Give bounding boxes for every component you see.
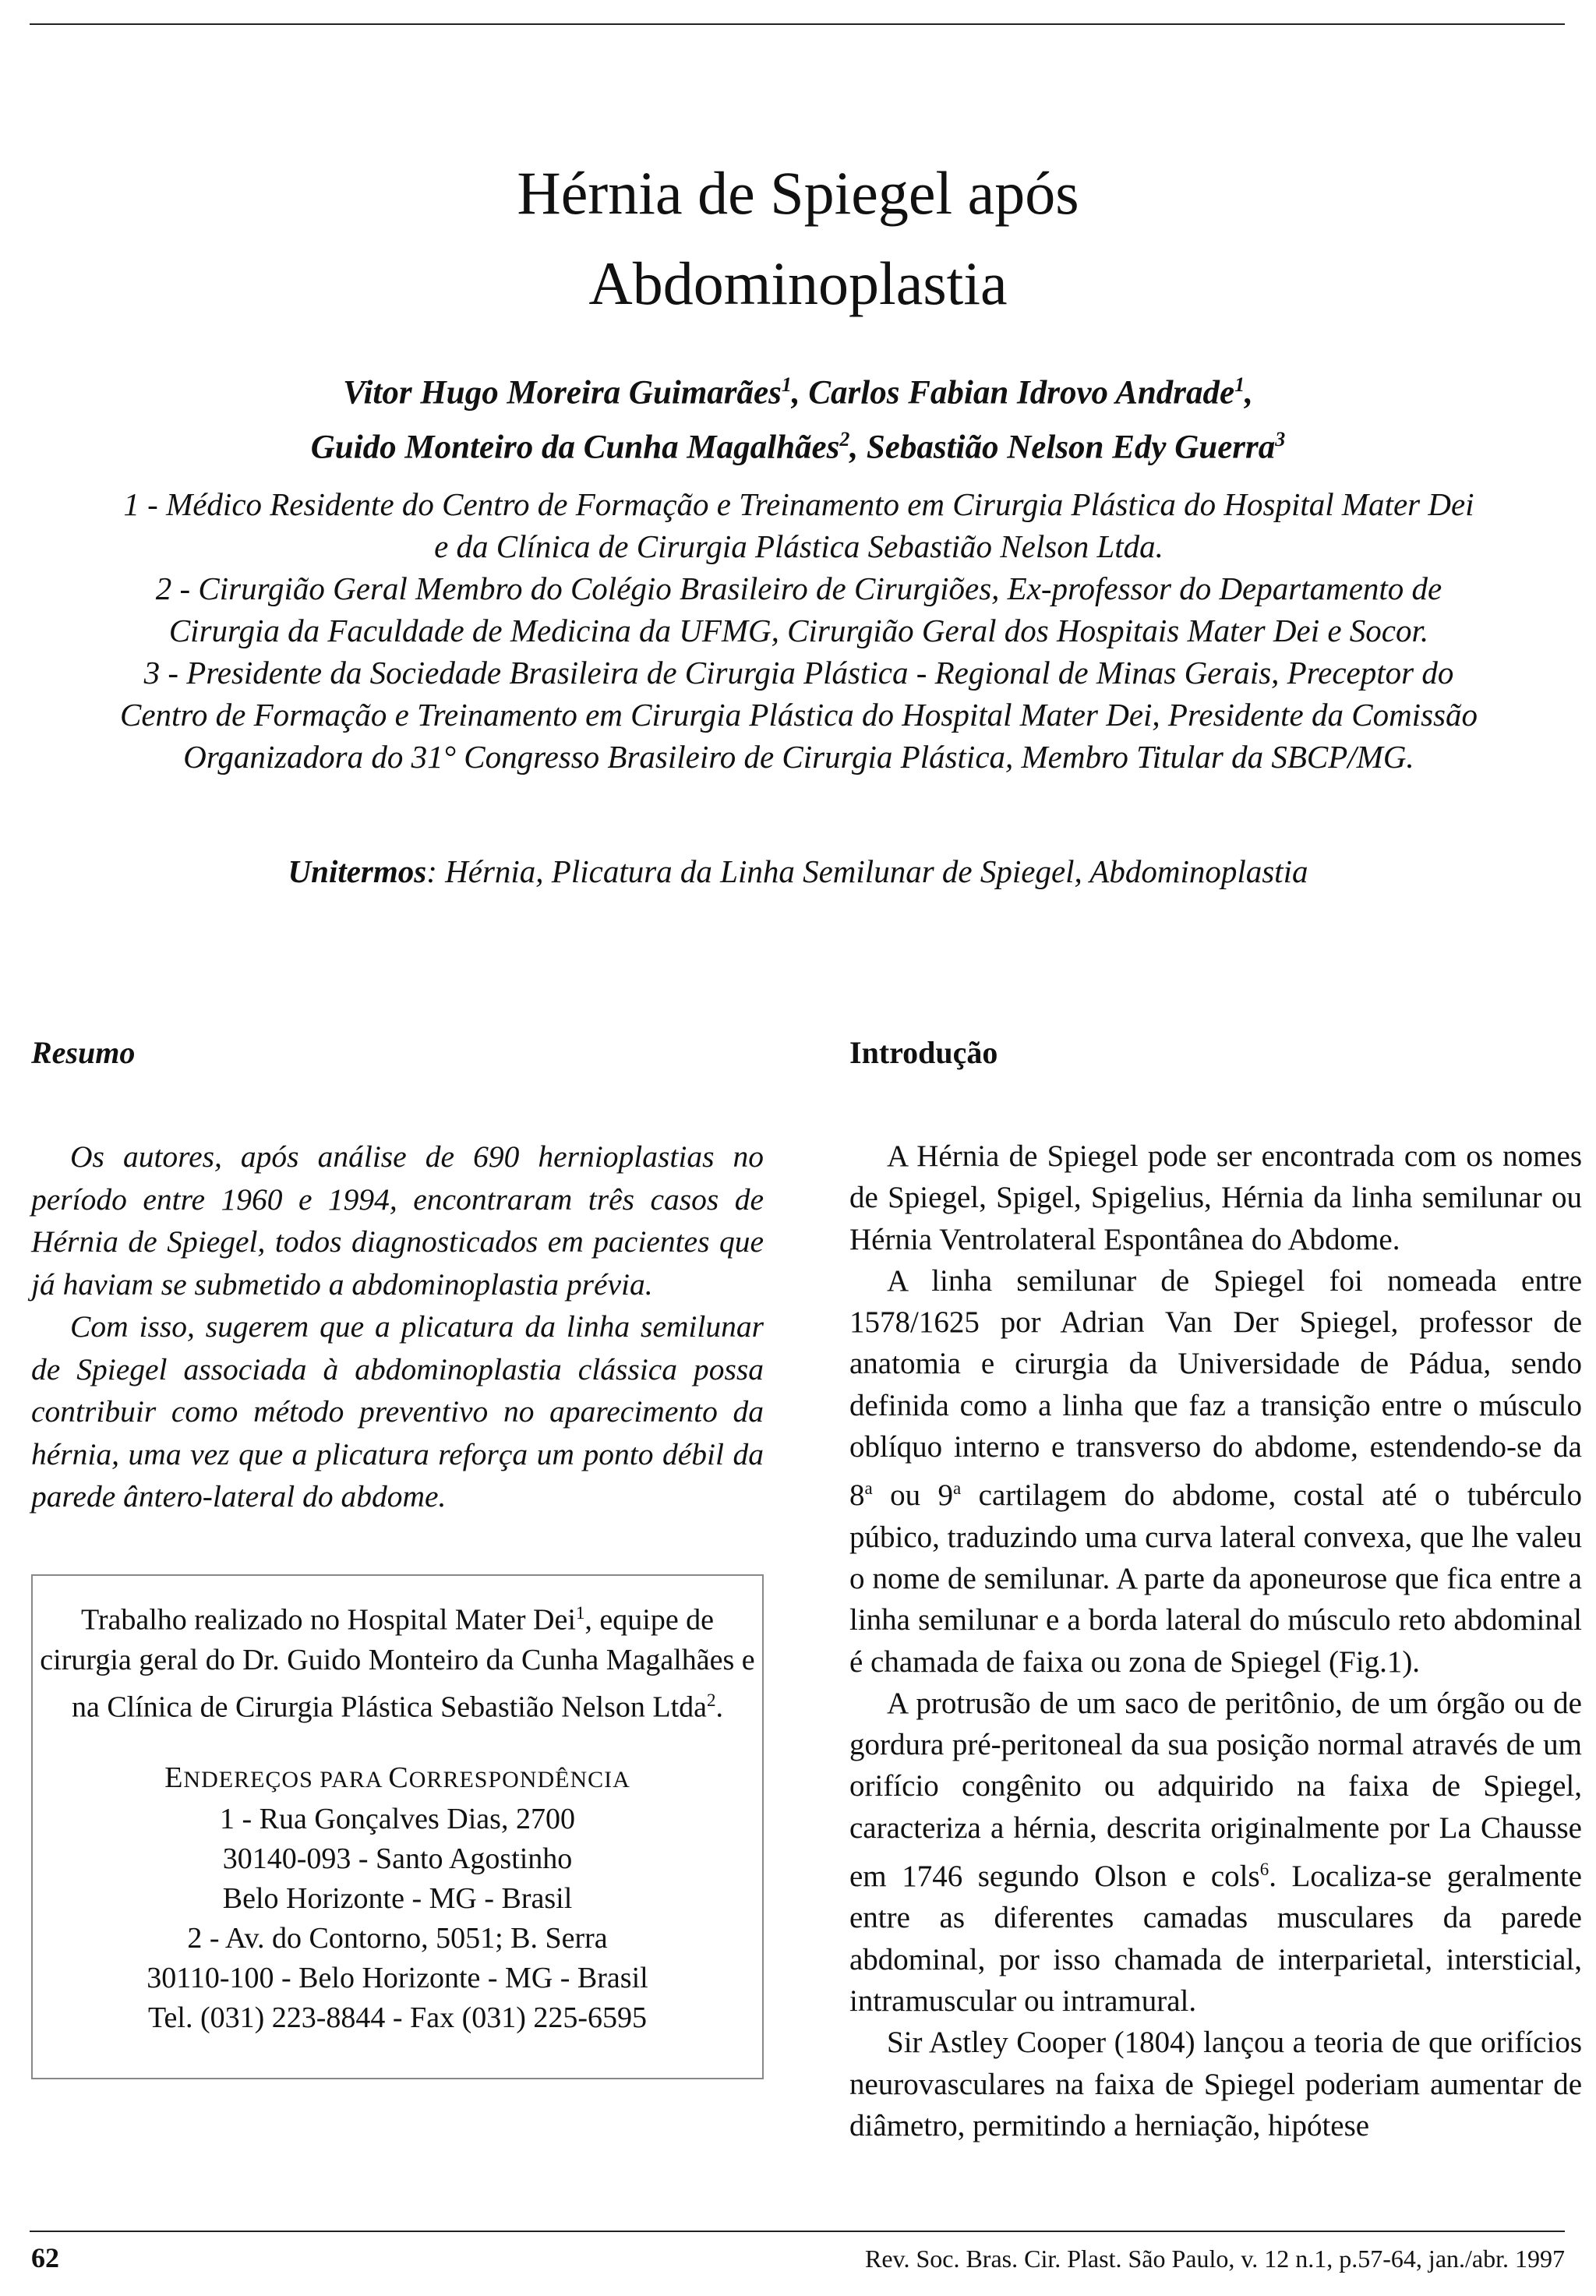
intro-text: cartilagem do abdome, costal até o tubérculo púbico, traduzindo uma curva lateral convexa, que lhe valeu o nome de semilunar. A parte da aponeurose que fica entre a linha semilunar e a borda lateral do músculo reto abdominal é chamada de faixa ou zona de Spiegel (Fig.1). (849, 1478, 1582, 1679)
resumo-heading: Resumo (31, 1035, 136, 1070)
address-line: 1 - Rua Gonçalves Dias, 2700 (220, 1803, 575, 1836)
bottom-rule (30, 2231, 1565, 2232)
intro-text: A protrusão de um saco de peritônio, de um órgão ou de gordura pré-peritoneal da sua posição normal através de um orifício congênito ou adquirido na faixa de Spiegel, caracteriza a hérnia, descrita originalmente por La Chausse em 1746 segundo Olson e cols (849, 1686, 1582, 1894)
intro-paragraph (849, 1683, 1582, 2022)
intro-sup: a (864, 1478, 873, 1499)
author-name: Sebastião Nelson Edy Guerra (866, 429, 1276, 466)
intro-body (849, 1136, 1582, 2146)
affiliation: 2 - Cirurgião Geral Membro do Colégio Brasileiro de Cirurgiões, Ex-professor do Departamento de Cirurgia da Faculdade de Medicina da UFMG, Cirurgião Geral dos Hospitais Mater Dei e Socor. (155, 570, 1442, 648)
resumo-paragraph: Com isso, sugerem que a plicatura da linha semilunar de Spiegel associada à abdominoplastia clássica possa contribuir como método preventivo no aparecimento da hérnia, uma vez que a plicatura reforça um ponto débil da parede ântero-lateral do abdome. (31, 1309, 764, 1514)
resumo-body (31, 1136, 764, 1518)
address-line: Belo Horizonte - MG - Brasil (222, 1882, 573, 1916)
intro-paragraph (849, 1260, 1582, 1683)
author-sup: 1 (781, 373, 792, 396)
top-rule (30, 23, 1565, 25)
address-heading-text: ENDEREÇOS PARA CORRESPONDÊNCIA (164, 1761, 630, 1795)
author-sup: 3 (1275, 428, 1286, 451)
address-line: 2 - Av. do Contorno, 5051; B. Serra (187, 1922, 608, 1955)
address-line: 30140-093 - Santo Agostinho (222, 1842, 573, 1876)
address-line: Tel. (031) 223-8844 - Fax (031) 225-6595 (147, 2001, 648, 2035)
address-line: 30110-100 - Belo Horizonte - MG - Brasil (147, 1962, 648, 1995)
intro-text: A linha semilunar de Spiegel foi nomeada entre 1578/1625 por Adrian Van Der Spiegel, professor de anatomia e cirurgia da Universidade de Pádua, sendo definida como a linha que faz a transição entre o músculo oblíquo interno e transverso do abdome, estendendo-se da 8 (849, 1263, 1582, 1513)
title-line-1: Hérnia de Spiegel após (517, 159, 1079, 227)
author-sup: 1 (1234, 373, 1245, 396)
work-note (33, 1593, 762, 1727)
author-sup: 2 (839, 428, 850, 451)
author-name: Guido Monteiro da Cunha Magalhães (310, 429, 840, 466)
resumo-paragraph: Os autores, após análise de 690 hernioplastias no período entre 1960 e 1994, encontraram três casos de Hérnia de Spiegel, todos diagnosticados em pacientes que já haviam se submetido a abdominoplastia prévia. (31, 1139, 764, 1302)
author-name: Vitor Hugo Moreira Guimarães (343, 374, 782, 412)
intro-text: ou 9 (872, 1478, 954, 1513)
work-note-text: . (715, 1690, 724, 1724)
affiliation: 3 - Presidente da Sociedade Brasileira de Cirurgia Plástica - Regional de Minas Gerais, Preceptor do Centro de Formação e Treinamento em Cirurgia Plástica do Hospital Mater Dei, Presidente da Comissão Organizadora do 31° Congresso Brasileiro de Cirurgia Plástica, Membro Titular da SBCP/MG. (120, 655, 1478, 775)
address-heading (33, 1758, 762, 1800)
work-note-text: , equipe de cirurgia geral do Dr. Guido Monteiro da Cunha Magalhães e na Clínica de Cirurgia Plástica Sebastião Nelson Ltda (40, 1603, 755, 1724)
left-column (31, 1033, 764, 1518)
affiliations (117, 483, 1481, 778)
intro-heading: Introdução (849, 1035, 998, 1070)
intro-paragraph: A Hérnia de Spiegel pode ser encontrada com os nomes de Spiegel, Spigel, Spigelius, Hérnia da linha semilunar ou Hérnia Ventrolateral Espontânea do Abdome. (849, 1139, 1582, 1256)
author-name: Carlos Fabian Idrovo Andrade (808, 374, 1235, 412)
right-column (849, 1033, 1582, 2146)
correspondence-box (31, 1574, 764, 2079)
affiliation: 1 - Médico Residente do Centro de Formação e Treinamento em Cirurgia Plástica do Hospital Mater Dei e da Clínica de Cirurgia Plástica Sebastião Nelson Ltda. (123, 486, 1474, 564)
intro-text: . Localiza-se geralmente entre as diferentes camadas musculares da parede abdominal, por isso chamada de interparietal, intersticial, intramuscular ou intramural. (849, 1860, 1582, 2018)
intro-sup: 6 (1259, 1860, 1269, 1880)
title-line-2: Abdominoplastia (588, 249, 1008, 317)
work-note-text: Trabalho realizado no Hospital Mater Dei (80, 1603, 576, 1637)
author-list: Vitor Hugo Moreira Guimarães$^1$, Carlos Fabian Idrovo Andrade$^1$, Guido Monteiro da Cunha Magalhães$^2$, Sebastião Nelson Edy Guerra$^3$ (310, 373, 1286, 466)
keywords-label: Unitermos (288, 853, 427, 889)
journal-citation: Rev. Soc. Bras. Cir. Plast. São Paulo, v. 12 n.1, p.57-64, jan./abr. 1997 (864, 2245, 1565, 2273)
intro-paragraph: Sir Astley Cooper (1804) lançou a teoria de que orifícios neurovasculares na faixa de Spiegel poderiam aumentar de diâmetro, permitindo a herniação, hipótese (849, 2026, 1582, 2142)
keywords: Unitermos: Hérnia, Plicatura da Linha Semilunar de Spiegel, Abdominoplastia (288, 853, 1308, 889)
work-note-sup: 1 (575, 1603, 585, 1623)
page-number: 62 (31, 2242, 59, 2273)
keywords-text: Hérnia, Plicatura da Linha Semilunar de Spiegel, Abdominoplastia (445, 853, 1308, 889)
work-note-sup: 2 (707, 1690, 716, 1710)
article-title (0, 148, 1596, 329)
intro-sup: a (953, 1478, 962, 1499)
